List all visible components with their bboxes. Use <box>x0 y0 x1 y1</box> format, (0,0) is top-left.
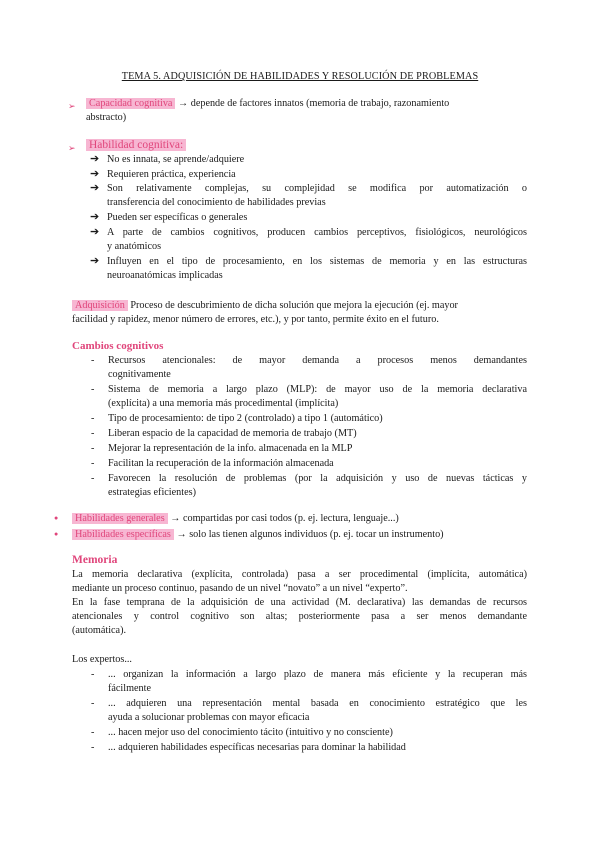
dash-bullet-icon: - <box>91 384 95 396</box>
cambios-item: Tipo de procesamiento: de tipo 2 (controlado) a tipo 1 (automático) <box>108 413 383 425</box>
expertos-intro: Los expertos... <box>72 654 132 665</box>
cambios-item: Sistema de memoria a largo plazo (MLP): de mayor uso de la memoria declarativa (explícita) a una memoria más procedimental (implícita) <box>108 384 527 410</box>
memoria-para1: La memoria declarativa (explícita, controlada) pasa a ser procedimental (implícita, automática) mediante un proceso continuo, pasando de un nivel “novato” a un nivel “experto”. <box>72 569 527 594</box>
dash-bullet-icon: - <box>91 742 95 754</box>
dash-bullet-icon: - <box>91 458 95 470</box>
capacidad-text-2: abstracto) <box>86 112 127 123</box>
expertos-item: ... organizan la información a largo plazo de manera más eficiente y la recuperan más fácilmente <box>108 669 527 694</box>
dash-bullet-icon: - <box>91 413 95 425</box>
habilidad-item: No es innata, se aprende/adquiere <box>107 154 245 165</box>
arrow-bullet-icon: ➔ <box>90 153 100 165</box>
adquisicion-label: Adquisición <box>72 300 128 311</box>
memoria-paragraphs <box>72 568 527 638</box>
cambios-item: Mejorar la representación de la info. almacenada en la MLP <box>108 443 353 455</box>
habilidad-item: Influyen en el tipo de procesamiento, en los sistemas de memoria y en las estructuras neuroanatómicas implicadas <box>107 256 527 282</box>
dash-bullet-icon: - <box>91 473 95 484</box>
adquisicion-block: Adquisición Proceso de descubrimiento de dicha solución que mejora la ejecución (ej. mayor facilidad y rapidez, menor número de errores, etc.), y por tanto, permite éxito en el futuro. <box>72 300 458 325</box>
expertos-item: ... adquieren habilidades específicas necesarias para dominar la habilidad <box>108 742 406 754</box>
expertos-item: ... adquieren una representación mental basada en conocimiento estratégico que les ayuda a solucionar problemas con mayor eficacia <box>108 698 527 724</box>
cambios-item: Liberan espacio de la capacidad de memoria de trabajo (MT) <box>108 428 357 440</box>
dash-bullet-icon: - <box>91 727 95 739</box>
arrow-bullet-icon: ➔ <box>90 211 100 224</box>
dash-bullet-icon: - <box>91 698 95 710</box>
habilidad-item: Son relativamente complejas, su complejidad se modifica por automatización o transferencia del conocimiento de habilidades previas <box>107 183 527 209</box>
habilidad-item: Requieren práctica, experiencia <box>107 168 236 180</box>
triangle-bullet-icon: ➢ <box>68 101 76 111</box>
round-bullet-icon: ● <box>54 530 59 538</box>
habilidades-tipo-item: Habilidades generales → compartidas por casi todos (p. ej. lectura, lenguaje...) <box>72 512 399 526</box>
capacidad-label: Capacidad cognitiva <box>86 98 175 109</box>
expertos-item: ... hacen mejor uso del conocimiento tácito (intuitivo y no consciente) <box>108 727 393 739</box>
habilidades-tipo-label: Habilidades específicas <box>72 529 174 540</box>
habilidad-heading: Habilidad cognitiva: <box>86 138 186 152</box>
arrow-bullet-icon: ➔ <box>90 182 100 195</box>
cambios-heading: Cambios cognitivos <box>72 340 164 352</box>
habilidades-tipo-item: Habilidades específicas → solo las tienen algunos individuos (p. ej. tocar un instrumento) <box>72 528 444 542</box>
cambios-item: Favorecen la resolución de problemas (por la adquisición y uso de nuevas tácticas y estrategias eficientes) <box>108 473 527 498</box>
triangle-bullet-icon: ➢ <box>68 143 76 153</box>
arrow-bullet-icon: ➔ <box>90 226 100 239</box>
habilidad-item: Pueden ser específicas o generales <box>107 212 248 224</box>
habilidad-item: A parte de cambios cognitivos, producen cambios perceptivos, fisiológicos, neurológicos y anatómicos <box>107 227 527 253</box>
cambios-item: Recursos atencionales: de mayor demanda a procesos menos demandantes cognitivamente <box>108 355 527 380</box>
capacidad-block <box>86 97 526 125</box>
capacidad-text: → depende de factores innatos (memoria de trabajo, razonamiento <box>175 98 450 109</box>
round-bullet-icon: ● <box>54 514 59 522</box>
arrow-bullet-icon: ➔ <box>90 255 100 268</box>
dash-bullet-icon: - <box>91 669 95 680</box>
cambios-item: Facilitan la recuperación de la información almacenada <box>108 458 334 470</box>
habilidades-tipo-label: Habilidades generales <box>72 513 168 524</box>
memoria-heading: Memoria <box>72 554 118 566</box>
memoria-para2: En la fase temprana de la adquisición de una actividad (M. declarativa) las demandas de recursos atencionales y control cognitivo son altas; posteriormente pasa a ser menos demandante (automática). <box>72 597 527 636</box>
page-title: TEMA 5. ADQUISICIÓN DE HABILIDADES Y RESOLUCIÓN DE PROBLEMAS <box>121 71 479 82</box>
arrow-bullet-icon: ➔ <box>90 167 100 180</box>
dash-bullet-icon: - <box>91 443 95 455</box>
dash-bullet-icon: - <box>91 355 95 366</box>
dash-bullet-icon: - <box>91 428 95 440</box>
